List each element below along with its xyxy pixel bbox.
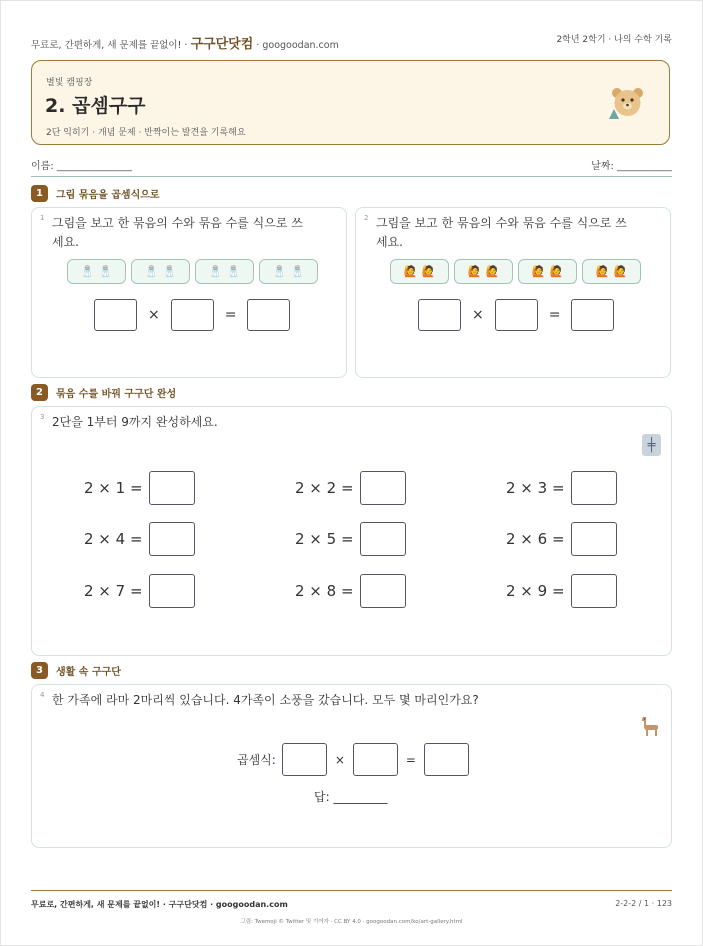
multiplication-row bbox=[295, 574, 406, 608]
person-icon: 🙋 bbox=[531, 265, 546, 278]
bundle bbox=[259, 259, 318, 284]
expression: 2 × 6 = bbox=[506, 530, 565, 548]
multiplication-row bbox=[295, 471, 406, 505]
answer-box[interactable] bbox=[571, 522, 617, 556]
bear-icon bbox=[607, 85, 647, 121]
footer-divider bbox=[31, 890, 672, 891]
problem-text: 2단을 1부터 9까지 완성하세요. bbox=[52, 415, 218, 429]
person-icon: 🙋 bbox=[595, 265, 610, 278]
expression: 2 × 1 = bbox=[84, 479, 143, 497]
equation-row bbox=[418, 299, 614, 331]
multiplication-row bbox=[295, 522, 406, 556]
multiplication-row bbox=[506, 574, 617, 608]
equation-row bbox=[237, 743, 469, 776]
name-field[interactable]: 이름: _______________ bbox=[31, 161, 132, 172]
answer-box[interactable] bbox=[353, 743, 398, 776]
bundle bbox=[518, 259, 577, 284]
problem-card-3 bbox=[31, 406, 672, 656]
equation-row bbox=[94, 299, 290, 331]
person-icon: 🙋 bbox=[485, 265, 500, 278]
person-icon: 🙋 bbox=[403, 265, 418, 278]
multiplication-row bbox=[506, 522, 617, 556]
answer-box[interactable] bbox=[94, 299, 137, 331]
times-sign: × bbox=[148, 307, 160, 323]
problem-number: 2 bbox=[364, 214, 369, 222]
answer-box[interactable] bbox=[247, 299, 290, 331]
section-1-header bbox=[31, 185, 160, 202]
salt-shaker-icon: 🧂 bbox=[144, 265, 159, 278]
page-code: 2-2-2 / 1 · 123 bbox=[615, 899, 672, 908]
expression: 2 × 7 = bbox=[84, 582, 143, 600]
answer-box[interactable] bbox=[360, 522, 406, 556]
abacus-icon: ╪ bbox=[642, 434, 661, 456]
image-credit: 그림: Twemoji © Twitter 및 기여자 · CC BY 4.0 · googoodan.com/ko/art-gallery.html bbox=[240, 919, 463, 925]
section-2-title: 묶음 수를 바꿔 구구단 완성 bbox=[56, 389, 177, 400]
problem-number: 4 bbox=[40, 691, 45, 699]
answer-box[interactable] bbox=[171, 299, 214, 331]
answer-box[interactable] bbox=[418, 299, 461, 331]
expression: 2 × 8 = bbox=[295, 582, 354, 600]
salt-shaker-icon: 🧂 bbox=[272, 265, 287, 278]
salt-shaker-icon: 🧂 bbox=[98, 265, 113, 278]
brand-name[interactable]: 구구단닷컴 bbox=[190, 37, 254, 52]
answer-box[interactable] bbox=[149, 574, 195, 608]
equals-sign: = bbox=[224, 307, 237, 323]
problem-card-4 bbox=[31, 684, 672, 848]
section-2-number: 2 bbox=[31, 384, 48, 401]
section-1-title: 그림 묶음을 곱셈식으로 bbox=[56, 190, 160, 201]
expression: 2 × 5 = bbox=[295, 530, 354, 548]
bundle-group bbox=[390, 259, 641, 284]
answer-box[interactable] bbox=[282, 743, 327, 776]
bundle bbox=[67, 259, 126, 284]
answer-box[interactable] bbox=[149, 522, 195, 556]
answer-box[interactable] bbox=[571, 574, 617, 608]
expression: 2 × 9 = bbox=[506, 582, 565, 600]
page-title: 2. 곱셈구구 bbox=[45, 95, 146, 117]
bundle-group bbox=[67, 259, 318, 284]
equals-sign: = bbox=[405, 752, 416, 767]
person-icon: 🙋 bbox=[467, 265, 482, 278]
answer-box[interactable] bbox=[571, 299, 614, 331]
equation-label: 곱셈식: bbox=[237, 753, 276, 767]
grade-info: 2학년 2학기 · 나의 수학 기록 bbox=[556, 35, 672, 45]
problem-text-line: 그림을 보고 한 묶음의 수와 묶음 수를 식으로 쓰 bbox=[52, 216, 303, 230]
bundle bbox=[131, 259, 190, 284]
person-icon: 🙋 bbox=[613, 265, 628, 278]
problem-text bbox=[376, 214, 627, 252]
bundle bbox=[195, 259, 254, 284]
expression: 2 × 4 = bbox=[84, 530, 143, 548]
date-field[interactable]: 날짜: ___________ bbox=[591, 161, 672, 172]
answer-box[interactable] bbox=[424, 743, 469, 776]
divider bbox=[31, 176, 672, 177]
tagline: 무료로, 간편하게, 새 문제를 끝없이! · bbox=[31, 40, 188, 51]
title-description: 2단 익히기 · 개념 문제 · 반짝이는 발견을 기록해요 bbox=[46, 128, 246, 138]
multiplication-row bbox=[506, 471, 617, 505]
problem-card-2 bbox=[355, 207, 671, 378]
bundle bbox=[390, 259, 449, 284]
answer-box[interactable] bbox=[149, 471, 195, 505]
person-icon: 🙋 bbox=[421, 265, 436, 278]
salt-shaker-icon: 🧂 bbox=[290, 265, 305, 278]
section-3-header bbox=[31, 662, 121, 679]
problem-text-line: 세요. bbox=[376, 235, 403, 249]
section-3-number: 3 bbox=[31, 662, 48, 679]
multiplication-row bbox=[84, 471, 195, 505]
problem-text: 한 가족에 라마 2마리씩 있습니다. 4가족이 소풍을 갔습니다. 모두 몇 마리인가요? bbox=[52, 693, 479, 707]
section-1-number: 1 bbox=[31, 185, 48, 202]
answer-box[interactable] bbox=[571, 471, 617, 505]
times-sign: × bbox=[472, 307, 484, 323]
answer-box[interactable] bbox=[360, 574, 406, 608]
multiplication-row bbox=[84, 522, 195, 556]
section-2-header bbox=[31, 384, 176, 401]
problem-text bbox=[52, 214, 303, 252]
expression: 2 × 2 = bbox=[295, 479, 354, 497]
problem-text-line: 그림을 보고 한 묶음의 수와 묶음 수를 식으로 쓰 bbox=[376, 216, 627, 230]
answer-line[interactable]: 답: _________ bbox=[314, 790, 388, 804]
bundle bbox=[582, 259, 641, 284]
equals-sign: = bbox=[548, 307, 561, 323]
answer-box[interactable] bbox=[495, 299, 538, 331]
times-sign: × bbox=[334, 752, 345, 767]
salt-shaker-icon: 🧂 bbox=[208, 265, 223, 278]
site-domain[interactable]: · googoodan.com bbox=[256, 40, 339, 51]
problem-number: 3 bbox=[40, 413, 45, 421]
llama-icon bbox=[639, 715, 661, 737]
salt-shaker-icon: 🧂 bbox=[226, 265, 241, 278]
problem-number: 1 bbox=[40, 214, 45, 222]
problem-card-1 bbox=[31, 207, 347, 378]
salt-shaker-icon: 🧂 bbox=[162, 265, 177, 278]
title-box bbox=[31, 60, 670, 145]
person-icon: 🙋 bbox=[549, 265, 564, 278]
salt-shaker-icon: 🧂 bbox=[80, 265, 95, 278]
footer-text: 무료로, 간편하게, 새 문제를 끝없이! · 구구단닷컴 · googoodan.com bbox=[31, 900, 288, 909]
bundle bbox=[454, 259, 513, 284]
problem-text-line: 세요. bbox=[52, 235, 79, 249]
answer-box[interactable] bbox=[360, 471, 406, 505]
title-subtitle: 별빛 캠핑장 bbox=[46, 78, 93, 88]
site-header bbox=[31, 33, 339, 52]
expression: 2 × 3 = bbox=[506, 479, 565, 497]
section-3-title: 생활 속 구구단 bbox=[56, 667, 121, 678]
multiplication-row bbox=[84, 574, 195, 608]
